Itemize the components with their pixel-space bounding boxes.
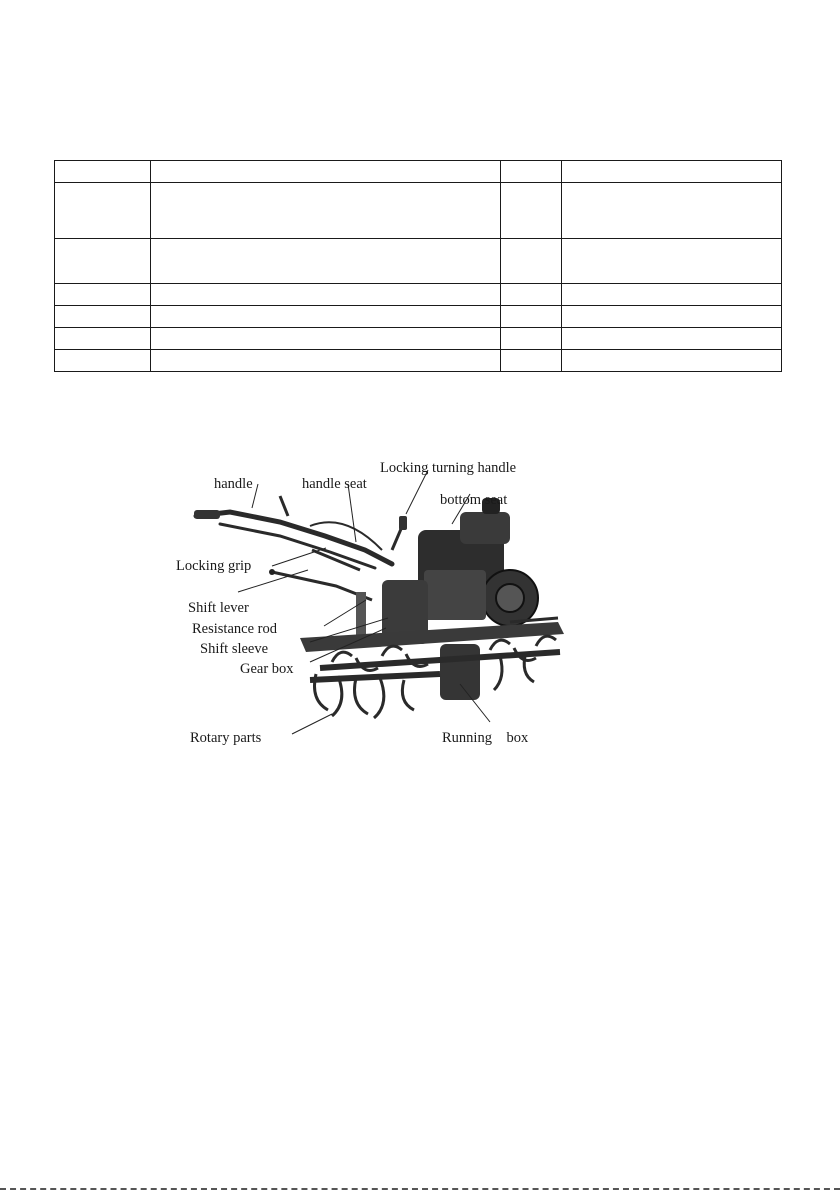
table-row — [55, 161, 782, 183]
table-cell — [501, 328, 562, 350]
table-cell — [501, 239, 562, 284]
table-cell — [55, 350, 151, 372]
label-gear-box: Gear box — [240, 661, 294, 677]
label-shift-lever: Shift lever — [188, 600, 249, 616]
label-resistance-rod: Resistance rod — [192, 621, 277, 637]
table-cell — [55, 284, 151, 306]
table-cell — [562, 350, 782, 372]
table-cell — [55, 328, 151, 350]
table-cell — [151, 328, 501, 350]
table-cell — [151, 183, 501, 239]
label-handle-seat: handle seat — [302, 476, 367, 492]
table-cell — [55, 161, 151, 183]
label-bottom-seat: bottom seat — [440, 492, 508, 508]
label-rotary-parts: Rotary parts — [190, 730, 262, 746]
table-cell — [151, 239, 501, 284]
table-row — [55, 284, 782, 306]
table-cell — [55, 306, 151, 328]
table-cell — [562, 161, 782, 183]
spec-table-body — [55, 161, 782, 372]
table-row — [55, 239, 782, 284]
table-cell — [562, 306, 782, 328]
table-cell — [55, 239, 151, 284]
table-cell — [501, 350, 562, 372]
table-cell — [151, 161, 501, 183]
table-cell — [562, 183, 782, 239]
page-bottom-rule — [0, 1188, 840, 1190]
label-running-box: Running box — [442, 730, 529, 746]
table-cell — [562, 328, 782, 350]
table-row — [55, 183, 782, 239]
label-handle: handle — [214, 476, 253, 492]
table-row — [55, 350, 782, 372]
table-cell — [55, 183, 151, 239]
table-cell — [151, 284, 501, 306]
tiller-machine — [194, 470, 564, 734]
table-cell — [501, 161, 562, 183]
table-row — [55, 328, 782, 350]
table-cell — [151, 350, 501, 372]
table-cell — [501, 183, 562, 239]
label-locking-turning-handle: Locking turning handle — [380, 460, 517, 476]
table-row — [55, 306, 782, 328]
tiller-diagram — [160, 452, 580, 752]
table-cell — [562, 284, 782, 306]
table-cell — [501, 284, 562, 306]
table-cell — [562, 239, 782, 284]
label-locking-grip: Locking grip — [176, 558, 252, 574]
table-cell — [501, 306, 562, 328]
spec-table — [54, 160, 782, 372]
label-shift-sleeve: Shift sleeve — [200, 641, 269, 657]
table-cell — [151, 306, 501, 328]
tiller-illustration — [160, 452, 580, 752]
